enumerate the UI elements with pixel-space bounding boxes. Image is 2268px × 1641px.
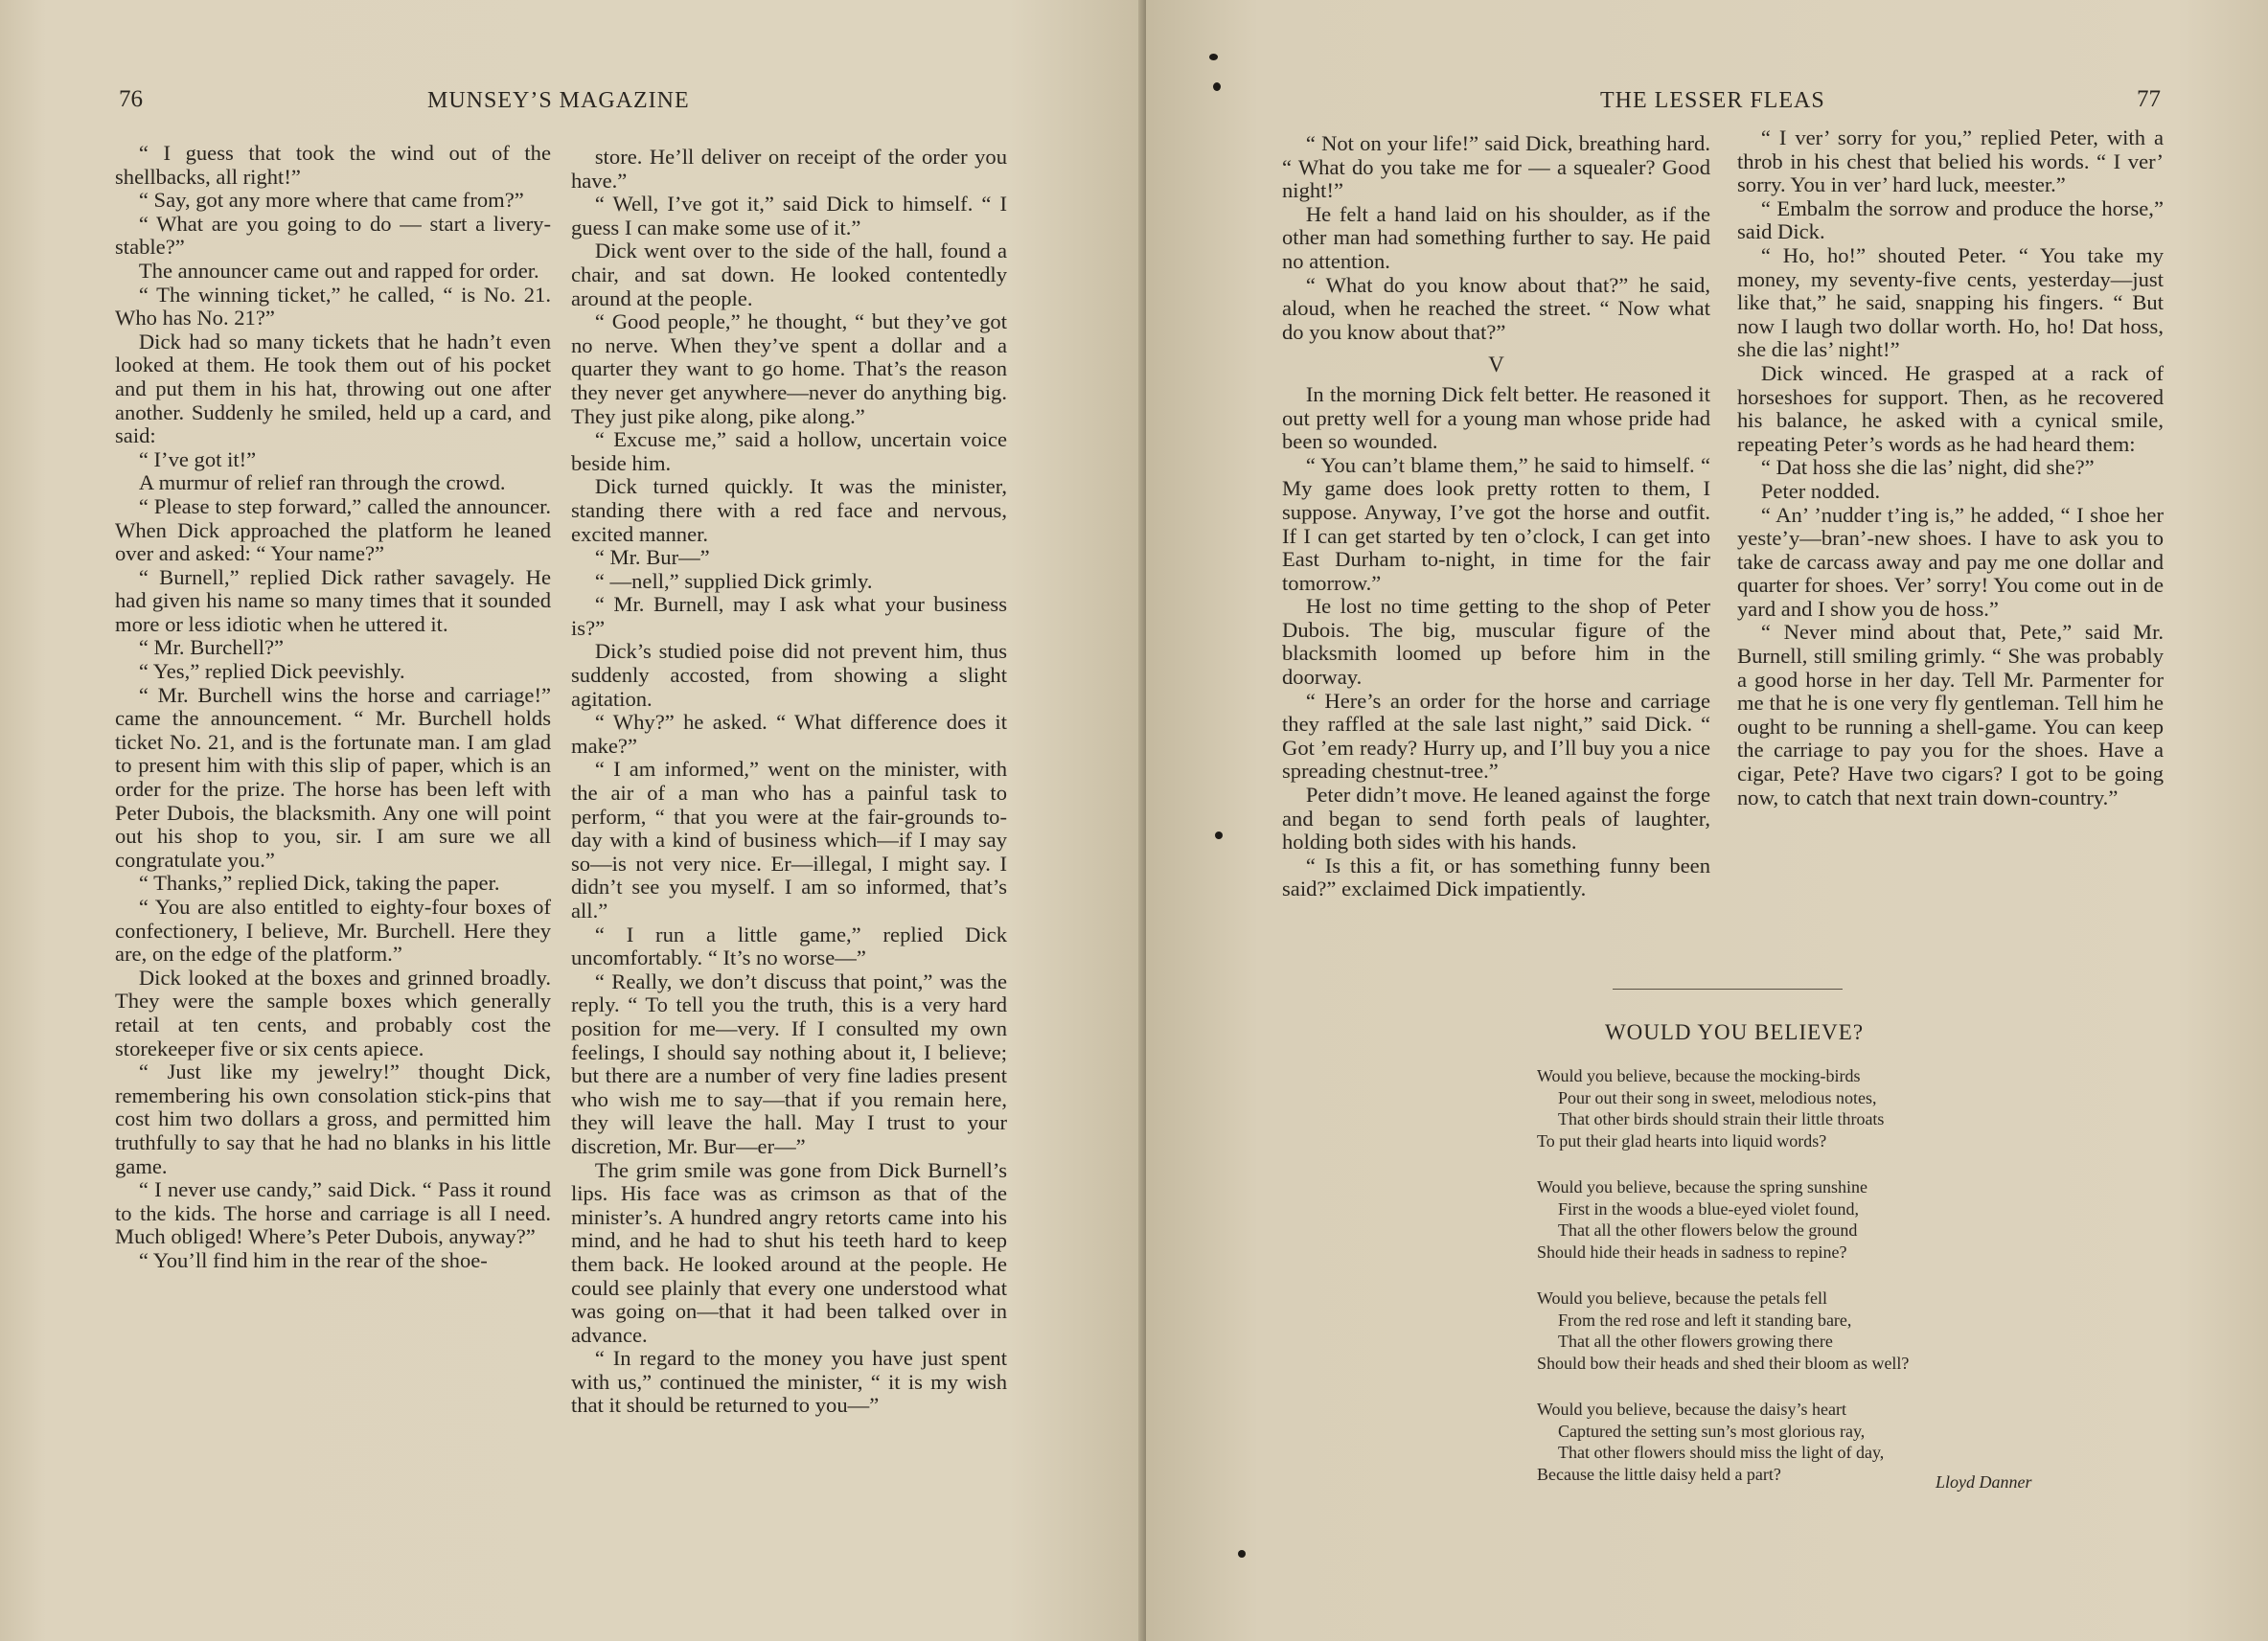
paragraph: “ Say, got any more where that came from?” [138, 188, 524, 213]
ink-speck [1213, 82, 1221, 91]
poem-stanza [1537, 1288, 2073, 1374]
paragraph: “ I’ve got it!” [138, 446, 257, 471]
paragraph: A murmur of relief ran through the crowd. [138, 470, 506, 495]
paragraph: “ Good people,” he thought, “ but they’ve got no nerve. When they’ve spent a dollar and a quarter they want to go home. That’s the reason they never get anywhere—never do anything big. They just pike along, pike along.” [571, 309, 1007, 428]
poem-line: Should hide their heads in sadness to repine? [1537, 1242, 1847, 1262]
poem-author: Lloyd Danner [1936, 1472, 2032, 1492]
paragraph: Peter nodded. [1760, 478, 1881, 503]
paragraph: Dick had so many tickets that he hadn’t even looked at them. He took them out of his pocket and put them in his hat, throwing out one after another. Suddenly he smiled, held up a card, and said: [115, 329, 551, 448]
poem-stanza [1537, 1176, 2073, 1263]
paragraph: He lost no time getting to the shop of Peter Dubois. The big, muscular figure of the blacksmith loomed up before him in the doorway. [1282, 594, 1710, 690]
paragraph: “ Please to step forward,” called the announcer. When Dick approached the platform he leaned over and asked: “ Your name?” [115, 493, 551, 566]
paragraph: Dick went over to the side of the hall, found a chair, and sat down. He looked contentedly around at the people. [571, 239, 1007, 310]
paragraph: “ Mr. Burchell?” [138, 635, 285, 660]
paragraph: “ I ver’ sorry for you,” replied Peter, with a throb in his chest that belied his words. “ I ver’ sorry. You in ver’ hard luck, meester.” [1737, 125, 2164, 197]
paragraph: “ You’ll find him in the rear of the shoe- [138, 1247, 488, 1272]
poem-line: Would you believe, because the petals fell [1537, 1288, 1827, 1308]
poem-line: Captured the setting sun’s most glorious ray, [1558, 1421, 1866, 1441]
poem-line: Would you believe, because the spring sunshine [1537, 1177, 1867, 1197]
poem-line: Would you believe, because the mocking-birds [1537, 1066, 1861, 1085]
paragraph: In the morning Dick felt better. He reasoned it out pretty well for a young man whose pride had been so wounded. [1282, 381, 1710, 454]
text-column-1 [1282, 132, 1710, 901]
text-column-2 [1737, 126, 2164, 809]
paragraph: “ Excuse me,” said a hollow, uncertain voice beside him. [571, 427, 1007, 475]
poem-line: Pour out their song in sweet, melodious notes, [1558, 1087, 1877, 1107]
paragraph: store. He’ll deliver on receipt of the order you have.” [571, 145, 1007, 193]
running-head: MUNSEY’S MAGAZINE [427, 88, 690, 113]
paragraph: “ Burnell,” replied Dick rather savagely. He had given his name so many times that it sounded more or less idiotic when he uttered it. [115, 564, 551, 636]
paragraph: “ What do you know about that?” he said, aloud, when he reached the street. “ Now what do you know about that?” [1282, 272, 1710, 344]
paragraph: “ Is this a fit, or has something funny been said?” exclaimed Dick impatiently. [1282, 853, 1710, 901]
paragraph: “ In regard to the money you have just spent with us,” continued the minister, “ it is my wish that it should be returned to you—” [571, 1346, 1007, 1418]
paragraph: “ I guess that took the wind out of the shellbacks, all right!” [115, 141, 551, 189]
poem-line: That other birds should strain their little throats [1558, 1109, 1885, 1128]
paragraph: “ —nell,” supplied Dick grimly. [594, 568, 873, 593]
poem-line: That all the other flowers growing there [1558, 1332, 1833, 1351]
paragraph: “ I never use candy,” said Dick. “ Pass it round to the kids. The horse and carriage is all I need. Much obliged! Where’s Peter Dubois, anyway?” [115, 1177, 551, 1249]
paragraph: “ An’ ’nudder t’ing is,” he added, “ I shoe her yeste’y—bran’-new shoes. I have to ask you to take de carcass away and pay me one dollar and quarter for shoes. Ver’ sorry! You come out in de yard and I show you de hoss.” [1737, 502, 2164, 621]
paragraph: “ Really, we don’t discuss that point,” was the reply. “ To tell you the truth, this is a very hard position for me—very. If I consulted my own feelings, I should say nothing about it, I believe; but there are a number of very fine ladies present who wish me to say—that if you remain here, they will leave the hall. May I trust to your discretion, Mr. Bur—er—” [571, 969, 1007, 1158]
poem-line: From the red rose and left it standing bare, [1558, 1310, 1852, 1330]
paragraph: Dick winced. He grasped at a rack of horseshoes for support. Then, as he recovered his balance, he asked with a cynical smile, repeating Peter’s words as he had heard them: [1737, 360, 2164, 456]
paragraph: The grim smile was gone from Dick Burnell’s lips. His face was as crimson as that of the minister’s. A hundred angry retorts came into his mind, and he had to shut his teeth hard to keep them back. He looked around at the people. He could see plainly that every one understood what was going on—that it had been talked over in advance. [571, 1157, 1007, 1347]
paragraph: “ Yes,” replied Dick peevishly. [138, 659, 405, 684]
paragraph: Dick’s studied poise did not prevent him, thus suddenly accosted, from showing a slight agitation. [571, 639, 1007, 711]
section-heading: V [1488, 353, 1504, 377]
paragraph: “ The winning ticket,” he called, “ is No. 21. Who has No. 21?” [115, 282, 551, 330]
paragraph: “ Well, I’ve got it,” said Dick to himself. “ I guess I can make some use of it.” [571, 192, 1007, 239]
ink-speck [1238, 1550, 1246, 1558]
paragraph: “ You are also entitled to eighty-four boxes of confectionery, I believe, Mr. Burchell. Here they are, on the edge of the platform.” [115, 895, 551, 967]
paragraph: The announcer came out and rapped for order. [138, 258, 539, 283]
paragraph: “ Mr. Bur—” [594, 545, 710, 570]
section-divider [1613, 989, 1843, 990]
paragraph: “ I am informed,” went on the minister, with the air of a man who has a painful task to perform, “ that you were at the fair-grounds to-day with a kind of business which—if I may say so—is not very nice. Er—illegal, I might say. I didn’t see you myself. I am so informed, that’s all.” [571, 757, 1007, 923]
poem-line: That other flowers should miss the light of day, [1558, 1443, 1885, 1462]
poem-line: Would you believe, because the daisy’s heart [1537, 1400, 1846, 1419]
paragraph: “ Just like my jewelry!” thought Dick, remembering his own consolation stick-pins that cost him two dollars a gross, and permitted him truthfully to say that he had no blanks in his little game. [115, 1060, 551, 1178]
paragraph: “ Not on your life!” said Dick, breathing hard. “ What do you take me for — a squealer? Good night!” [1282, 131, 1710, 203]
ink-speck [1215, 832, 1223, 839]
paragraph: “ I run a little game,” replied Dick uncomfortably. “ It’s no worse—” [571, 922, 1007, 970]
paragraph: Peter didn’t move. He leaned against the forge and began to send forth peals of laughter, holding both sides with his hands. [1282, 783, 1710, 855]
paragraph: Dick turned quickly. It was the minister, standing there with a red face and nervous, excited manner. [571, 474, 1007, 546]
paragraph: “ Dat hoss she die las’ night, did she?” [1760, 455, 2095, 480]
poem-stanza [1537, 1065, 2073, 1151]
poem-line: First in the woods a blue-eyed violet found, [1558, 1198, 1859, 1219]
poem-body [1537, 1065, 2073, 1510]
poem-line: Should bow their heads and shed their bloom as well? [1537, 1353, 1910, 1373]
running-head: THE LESSER FLEAS [1600, 88, 1825, 113]
paragraph: “ Embalm the sorrow and produce the horse,” said Dick. [1737, 195, 2164, 244]
poem-line: That all the other flowers below the ground [1558, 1220, 1858, 1240]
page-number: 77 [2137, 86, 2161, 112]
paragraph: “ Ho, ho!” shouted Peter. “ You take my money, my seventy-five cents, yesterday—just like that,” he said, snapping his fingers. “ But now I laugh two dollar worth. Ho, ho! Dat hoss, she die las’ night!” [1737, 242, 2164, 362]
ink-speck [1209, 54, 1218, 60]
paragraph: “ Mr. Burchell wins the horse and carriage!” came the announcement. “ Mr. Burchell holds ticket No. 21, and is the fortunate man. I am glad to present him with this slip of paper, which is an order for the prize. The horse has been left with Peter Dubois, the blacksmith. Any one will point out his shop to you, sir. I am sure we all congratulate you.” [115, 682, 551, 872]
poem-line: Because the little daisy held a part? [1537, 1464, 1781, 1484]
paragraph: “ Why?” he asked. “ What difference does it make?” [571, 710, 1007, 758]
paragraph: Dick looked at the boxes and grinned broadly. They were the sample boxes which generally retail at ten cents, and probably cost the storekeeper five or six cents apiece. [115, 965, 551, 1060]
paragraph: “ You can’t blame them,” he said to himself. “ My game does look pretty rotten to them, I suppose. Anyway, I’ve got the horse and outfit. If I can get started by ten o’clock, I can get into East Durham to-night, in time for the fair tomorrow.” [1282, 452, 1710, 595]
poem-line: To put their glad hearts into liquid words? [1537, 1130, 1827, 1151]
paragraph: “ Thanks,” replied Dick, taking the paper. [138, 871, 500, 896]
text-column-1 [115, 142, 551, 1273]
poem-title: WOULD YOU BELIEVE? [1604, 1020, 1865, 1044]
paragraph: “ What are you going to do — start a livery-stable?” [115, 211, 551, 260]
paragraph: “ Never mind about that, Pete,” said Mr. Burnell, still smiling grimly. “ She was probably a good horse in her day. Tell Mr. Parmenter for me that he is one very fly gentleman. Tell him he ought to be running a shell-game. You can keep the carriage to pay you for the shoes. Have a cigar, Pete? Have two cigars? I got to be going now, to catch that next train down-country.” [1737, 620, 2164, 809]
paragraph: “ Here’s an order for the horse and carriage they raffled at the sale last night,” said Dick. “ Got ’em ready? Hurry up, and I’ll buy you a nice spreading chestnut-tree.” [1282, 688, 1710, 784]
text-column-2 [571, 146, 1007, 1418]
paragraph: “ Mr. Burnell, may I ask what your business is?” [571, 592, 1007, 640]
page-number: 76 [119, 86, 143, 112]
paragraph: He felt a hand laid on his shoulder, as if the other man had something further to say. He paid no attention. [1282, 201, 1710, 273]
